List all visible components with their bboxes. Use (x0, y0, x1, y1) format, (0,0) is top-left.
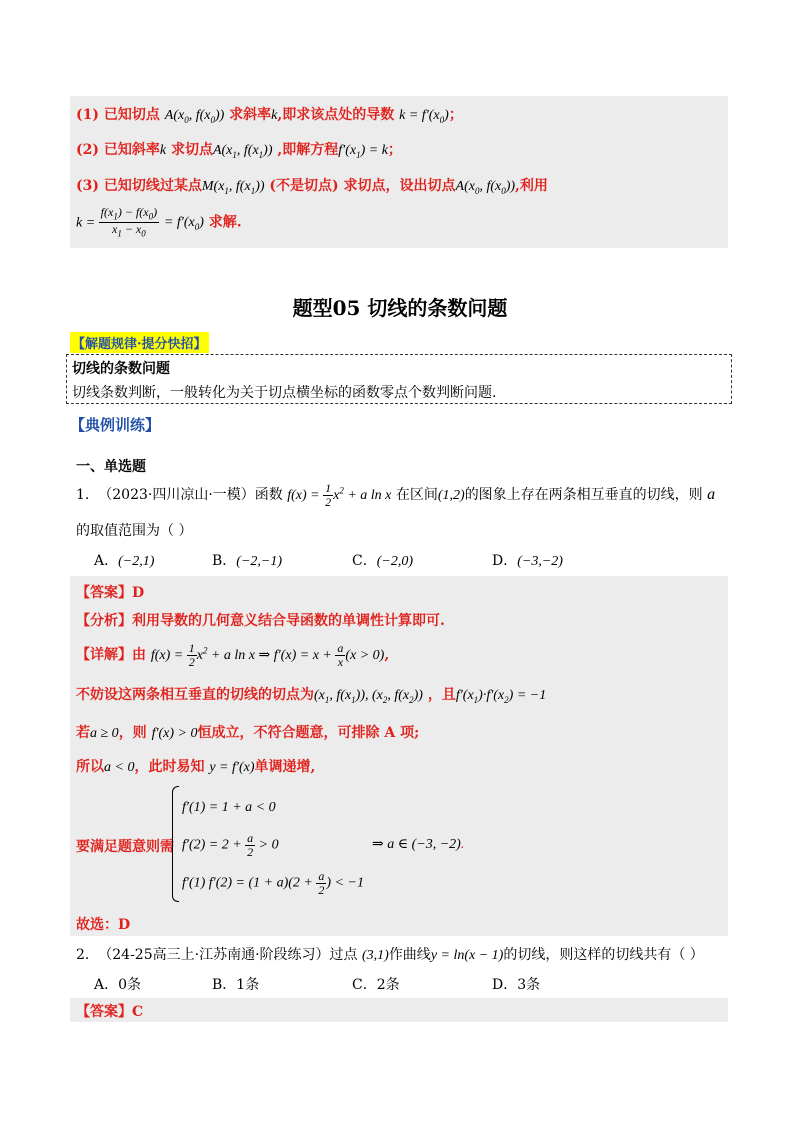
tips-tag: 【解题规律·提分快招】 (70, 332, 209, 353)
q1-analysis: 【分析】利用导数的几何意义结合导函数的单调性计算即可. (76, 613, 445, 629)
q2-option-b[interactable]: B．1条 (212, 977, 260, 993)
q1-ineq-3: f′(1) f′(2) = (1 + a)(2 + $\frac{a}{2}$ ) < −1 (182, 869, 364, 897)
q1-detail: 【详解】由 f(x) = $\frac{1}{2}$ $x^2 + a$ ln x ⇒ f′(x) = x + $\frac{a}{x}$ (x > 0), (76, 641, 390, 669)
q1-final: 故选：D (76, 917, 131, 933)
q1-stem: 1. （2023·四川凉山·一模）函数 f(x) = $\frac{1}{2}$ $x^2 + a$ ln x 在区间(1,2)的图象上存在两条相互垂直的切线，则 a (76, 481, 716, 509)
method-line-2: (2) 已知斜率k 求切点$A(x_1$, $f(x_1)$) ,即解方程$f'(x_1) = k$； (76, 142, 402, 160)
q1-ineq-2: f′(2) = 2 + $\frac{a}{2}$ > 0 (182, 831, 279, 859)
method-line-1: (1) 已知切点 $A(x_0$, $f(x_0)$) 求斜率k,即求该点处的导数 $k = f'(x_0)$； (76, 107, 463, 125)
q2-option-a[interactable]: A．0条 (94, 977, 142, 993)
method-line-3: (3) 已知切线过某点$M(x_1$, $f(x_1)$) (不是切点) 求切点，设出切点$A(x_0$, $f(x_0)$),利用 (76, 178, 548, 196)
q2-option-c[interactable]: C．2条 (352, 977, 400, 993)
q1-answer: 【答案】D (76, 585, 145, 601)
tip-text: 切线条数判断，一般转化为关于切点横坐标的函数零点个数判断问题. (72, 385, 497, 401)
q1-step-2: 不妨设这两条相互垂直的切线的切点为($x_1$, $f(x_1)$), ($x_2$, $f(x_2)$) ，且$f'(x_1)\cdot f'(x_2) = -1$ (76, 687, 547, 705)
q1-option-b[interactable]: B．(−2,−1) (212, 553, 283, 569)
q1-option-a[interactable]: A．(−2,1) (94, 553, 155, 569)
q1-system-brace (172, 786, 179, 902)
section-title: 题型05 切线的条数问题 (292, 296, 508, 320)
q1-system-result: ⇒ a ∈ (−3, −2). (372, 837, 465, 852)
q2-answer: 【答案】C (76, 1004, 144, 1020)
q1-stem-2: 的取值范围为（ ） (76, 523, 193, 539)
q1-step-3: 若a ≥ 0，则 f′(x) > 0恒成立，不符合题意，可排除 A 项; (76, 725, 420, 741)
examples-label: 【典例训练】 (70, 416, 161, 434)
q2-answer-box (70, 998, 728, 1022)
q1-ineq-1: f′(1) = 1 + a < 0 (182, 800, 276, 815)
part-label: 一、单选题 (76, 459, 146, 475)
q1-system-label: 要满足题意则需 (76, 839, 174, 855)
method-line-4: k = $\frac{f(x_1) - f(x_0)}{x_1 - x_0}$ = $f'(x_0)$ 求解. (76, 205, 242, 239)
q1-option-d[interactable]: D．(−3,−2) (492, 553, 563, 569)
tip-title: 切线的条数问题 (72, 361, 170, 377)
q2-stem: 2. （24-25高三上·江苏南通·阶段练习）过点 (3,1)作曲线y = ln(x − 1)的切线，则这样的切线共有（ ） (76, 947, 704, 963)
q1-option-c[interactable]: C．(−2,0) (352, 553, 413, 569)
q2-option-d[interactable]: D．3条 (492, 977, 541, 993)
q1-step-4: 所以a < 0，此时易知 y = f′(x)单调递增, (76, 759, 316, 775)
